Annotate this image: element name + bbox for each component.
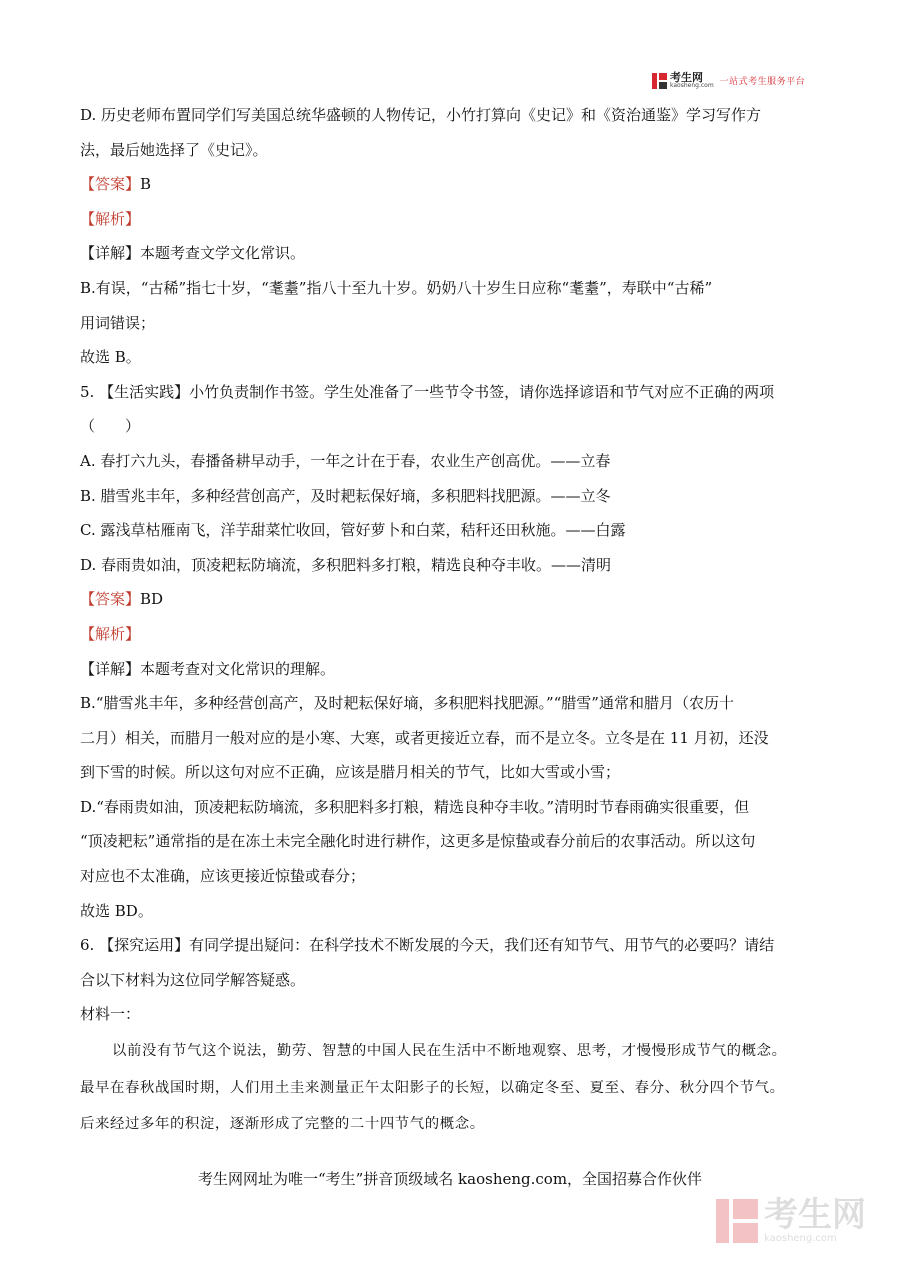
q4-option-d-cont: 法，最后她选择了《史记》。 [80, 140, 268, 159]
detail-tag: 【详解】 [80, 659, 141, 678]
q6-stem [80, 928, 825, 963]
q5-stem-text: 小竹负责制作书签。学生处准备了一些节令书签，请你选择谚语和节气对应不正确的两项 [189, 382, 775, 401]
detail-tag: 【详解】 [80, 244, 141, 263]
q5-tag: 【生活实践】 [99, 382, 190, 401]
q5-option-d: D. 春雨贵如油，顶凌耙耘防墒流，多积肥料多打粮，精选良种夺丰收。——清明 [80, 555, 612, 574]
answer-value: B [140, 175, 152, 194]
q5-answer [80, 582, 825, 617]
logo-domain: kaosheng.com [670, 82, 714, 89]
answer-tag: 【答案】 [80, 175, 141, 194]
q5-stem [80, 375, 825, 410]
q6-material-label: 材料一： [80, 1005, 141, 1024]
q6-stem-text: 有同学提出疑问：在科学技术不断发展的今天，我们还有知节气、用节气的必要吗？请结 [189, 936, 775, 955]
q4-explanation-1: B.有误，“古稀”指七十岁，“耄耋”指八十至九十岁。奶奶八十岁生日应称“耄耋”，寿联中“古稀” [80, 278, 713, 297]
q5-option-a: A. 春打六九头，春播备耕早动手，一年之计在于春，农业生产创高优。——立春 [80, 451, 611, 470]
logo-slogan: 一站式考生服务平台 [719, 77, 806, 87]
q5-exp-b-1: B.“腊雪兆丰年，多种经营创高产，及时耙耘保好墒，多积肥料找肥源。”“腊雪”通常和腊月（农历十 [80, 694, 734, 713]
watermark [716, 1195, 866, 1244]
q4-detail [80, 236, 825, 271]
watermark-name: 考生网 [764, 1195, 866, 1235]
q5-number: 5. [80, 382, 100, 401]
answer-tag: 【答案】 [80, 590, 141, 609]
q6-tag: 【探究运用】 [99, 936, 190, 955]
q5-option-c: C. 露浅草枯雁南飞，洋芋甜菜忙收回，管好萝卜和白菜，秸秆还田秋施。——白露 [80, 521, 626, 540]
q4-conclusion: 故选 B。 [80, 348, 141, 367]
q4-answer [80, 167, 825, 202]
kaosheng-logo-icon [652, 73, 667, 89]
q6-material-3: 后来经过多年的积淀，逐渐形成了完整的二十四节气的概念。 [80, 1116, 485, 1133]
q5-exp-d-3: 对应也不太准确，应该更接近惊蛰或春分； [80, 867, 366, 886]
watermark-domain: kaosheng.com [764, 1233, 837, 1244]
q5-exp-d-2: “顶凌耙耘”通常指的是在冻土未完全融化时进行耕作，这更多是惊蛰或春分前后的农事活动。所以这句 [80, 832, 756, 851]
q4-analysis-tag: 【解析】 [80, 209, 141, 228]
q5-exp-b-2: 二月）相关，而腊月一般对应的是小寒、大寒，或者更接近立春，而不是立冬。立冬是在 11 月初，还没 [80, 728, 769, 747]
q4-option-d: D. 历史老师布置同学们写美国总统华盛顿的人物传记，小竹打算向《史记》和《资治通鉴》学习写作方 [80, 106, 762, 124]
answer-value: BD [140, 590, 164, 609]
q4-explanation-2: 用词错误； [80, 313, 156, 332]
q6-material-1: 以前没有节气这个说法，勤劳、智慧的中国人民在生活中不断地观察、思考，才慢慢形成节气的概念。 [112, 1043, 787, 1060]
detail-text: 本题考查文学文化常识。 [140, 244, 306, 263]
watermark-logo-icon [716, 1199, 758, 1243]
q5-conclusion: 故选 BD。 [80, 901, 153, 920]
q5-exp-b-3: 到下雪的时候。所以这句对应不正确，应该是腊月相关的节气，比如大雪或小雪； [80, 763, 621, 782]
q5-stem-paren: （ ） [80, 417, 141, 436]
q5-analysis-tag: 【解析】 [80, 624, 141, 643]
logo-name: 考生网 [670, 71, 703, 84]
q6-stem-cont: 合以下材料为这位同学解答疑惑。 [80, 970, 306, 989]
q6-material-2: 最早在春秋战国时期，人们用土圭来测量正午太阳影子的长短，以确定冬至、夏至、春分、秋分四个节气。 [80, 1079, 785, 1096]
page-footer: 考生网网址为唯一“考生”拼音顶级域名 kaosheng.com，全国招募合作伙伴 [197, 1170, 703, 1188]
document-body [80, 98, 825, 1142]
q6-number: 6. [80, 936, 100, 955]
q5-detail [80, 652, 825, 687]
q5-exp-d-1: D.“春雨贵如油，顶凌耙耘防墒流，多积肥料多打粮，精选良种夺丰收。”清明时节春雨确实很重要，但 [80, 797, 750, 816]
detail-text: 本题考查对文化常识的理解。 [140, 659, 336, 678]
q5-option-b: B. 腊雪兆丰年，多种经营创高产，及时耙耘保好墒，多积肥料找肥源。——立冬 [80, 486, 611, 505]
header-logo [652, 72, 805, 89]
